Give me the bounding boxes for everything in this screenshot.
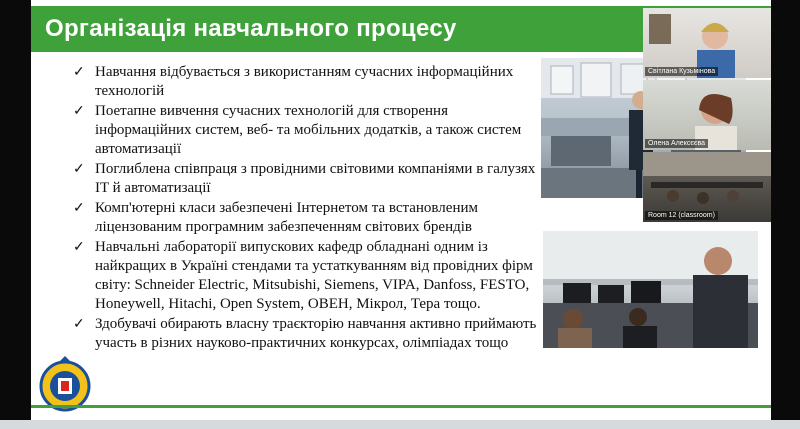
bullet-text: Поетапне вивчення сучасних технологій для створення інформаційних систем, веб- та мобільних додатків, а також систем автоматизації xyxy=(95,103,522,157)
checkmark-icon: ✓ xyxy=(73,162,85,177)
bullet-item xyxy=(71,199,546,237)
participant-name: Світлана Кузьмінова xyxy=(645,67,718,76)
checkmark-icon: ✓ xyxy=(73,104,85,119)
bullet-item xyxy=(71,238,546,314)
bullet-item xyxy=(71,315,546,353)
bullet-item xyxy=(71,63,546,101)
bullet-text: Здобувачі обирають власну траєкторію навчання активно приймають участь в різних науково-практичних конкурсах, олімпіадах тощо xyxy=(95,316,537,351)
university-logo xyxy=(39,356,91,412)
participant-name: Олена Алексєєва xyxy=(645,139,708,148)
participant-tile[interactable] xyxy=(643,80,771,150)
checkmark-icon: ✓ xyxy=(73,201,85,216)
checkmark-icon: ✓ xyxy=(73,240,85,255)
participant-tile[interactable] xyxy=(643,152,771,222)
slide-title: Організація навчального процесу xyxy=(45,15,457,42)
bullet-item xyxy=(71,160,546,198)
bullet-text: Поглиблена співпраця з провідними світовими компаніями в галузях IT й автоматизації xyxy=(95,161,536,196)
checkmark-icon: ✓ xyxy=(73,317,85,332)
bullet-text: Навчальні лабораторії випускових кафедр обладнані одним із найкращих в Україні стендами та устаткуванням від провідних фірм світу: Schneider Electric, Mitsubishi, Siemens, VIPA, Danfoss, FESTO, Honeywell, Hitachi, Open System, ОВЕН, Мікрол, Тера тощо. xyxy=(95,239,533,312)
bullet-text: Комп'ютерні класи забезпечені Інтернетом та встановленим ліцензованим програмним забезпеченням світових брендів xyxy=(95,200,478,235)
right-frame xyxy=(771,0,800,429)
participant-tile[interactable] xyxy=(643,8,771,78)
bullet-text: Навчання відбувається з використанням сучасних інформаційних технологій xyxy=(95,64,514,99)
bullet-item xyxy=(71,102,546,159)
slide-footer-line xyxy=(31,405,771,408)
checkmark-icon: ✓ xyxy=(73,65,85,80)
university-emblem-icon xyxy=(39,356,91,412)
participant-name: Room 12 (classroom) xyxy=(645,211,718,220)
bullet-list xyxy=(71,63,546,354)
bottom-frame xyxy=(0,420,800,429)
classroom-photo-art xyxy=(543,231,758,348)
participant-video-strip xyxy=(643,8,771,223)
classroom-photo xyxy=(543,231,758,348)
